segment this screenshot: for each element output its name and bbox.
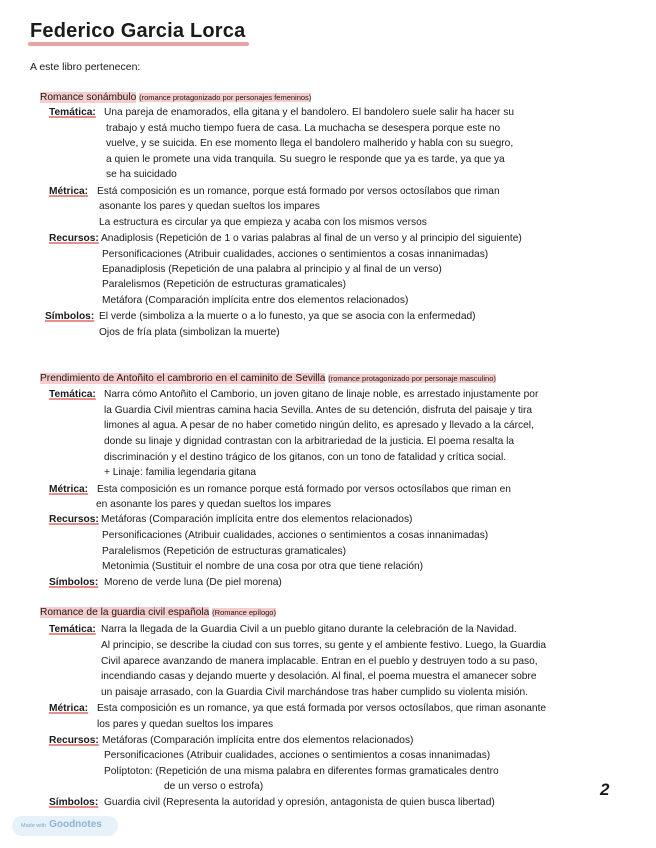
page-number: 2 <box>600 780 610 799</box>
text-line: discriminación y el destino trágico de los gitanos, con un tono de fatalidad y crítica social. <box>104 452 507 463</box>
label-simbolos: Símbolos: <box>49 577 99 588</box>
text-line: la Guardia Civil mientras camina hacia Sevilla. Antes de su detención, disfruta del paisaje y tira <box>104 405 533 416</box>
text-line: Paralelismos (Repetición de estructuras gramaticales) <box>102 279 347 290</box>
text-line: de un verso o estrofa) <box>164 781 264 792</box>
badge-made-with: Made with <box>21 823 47 829</box>
owner-line: A este libro pertenecen: <box>30 61 141 73</box>
text-line: Personificaciones (Atribuir cualidades, acciones o sentimientos a cosas innanimadas) <box>102 530 489 541</box>
label-tematica: Temática: <box>49 389 96 400</box>
label-simbolos: Símbolos: <box>45 311 95 322</box>
section-note: (romance protagonizado por personaje masculino) <box>328 374 496 383</box>
text-line: Ojos de fría plata (simbolizan la muerte) <box>99 327 280 338</box>
text-line: + Linaje: familia legendaria gitana <box>104 467 257 478</box>
text-line: Esta composición es un romance porque está formado por versos octosílabos que riman en <box>97 484 511 495</box>
text-line: Epanadiplosis (Repetición de una palabra al principio y al final de un verso) <box>102 264 442 275</box>
text-line: Moreno de verde luna (De piel morena) <box>104 577 282 588</box>
text-line: Políptoton: (Repetición de una misma palabra en diferentes formas gramaticales dentro <box>104 766 499 777</box>
section-title: Romance sonámbulo <box>40 92 137 103</box>
text-line: Anadiplosis (Repetición de 1 o varias palabras al final de un verso y al principio del siguiente) <box>101 233 522 244</box>
label-recursos: Recursos: <box>49 735 99 746</box>
badge-app-name: Goodnotes <box>49 819 102 830</box>
section-title: Prendimiento de Antoñito el cambrorio en el caminito de Sevilla <box>40 373 326 384</box>
text-line: Está composición es un romance, porque está formado por versos octosílabos que riman <box>97 186 500 197</box>
text-line: asonante los pares y quedan sueltos los impares <box>99 201 320 212</box>
section-heading <box>38 373 498 384</box>
label-recursos: Recursos: <box>49 233 99 244</box>
section-note: (romance protagonizado por personajes femeninos) <box>139 93 312 102</box>
label-tematica: Temática: <box>49 624 96 635</box>
text-line: Personificaciones (Atribuir cualidades, acciones o sentimientos a cosas innanimadas) <box>104 750 491 761</box>
label-simbolos: Símbolos: <box>49 797 99 808</box>
section-note: (Romance epílogo) <box>212 608 276 617</box>
text-line: un paisaje arrasado, con la Guardia Civil marchándose tras haber cumplido su violenta misión. <box>101 687 528 698</box>
text-line: Metáforas (Comparación implícita entre dos elementos relacionados) <box>102 735 414 746</box>
text-line: vuelve, y se suicida. En ese momento llega el bandolero malherido y habla con su suegro, <box>106 138 514 149</box>
label-metrica: Métrica: <box>49 484 89 495</box>
text-line: El verde (simboliza a la muerte o a lo funesto, ya que se asocia con la enfermedad) <box>99 311 476 322</box>
text-line: Guardia civil (Representa la autoridad y opresión, antagonista de quien busca libertad) <box>104 797 495 808</box>
section-title: Romance de la guardia civil española <box>40 607 210 618</box>
text-line: Metáfora (Comparación implícita entre dos elementos relacionados) <box>102 295 409 306</box>
text-line: La estructura es circular ya que empieza y acaba con los mismos versos <box>99 217 427 228</box>
text-line: Una pareja de enamorados, ella gitana y el bandolero. El bandolero suele salir ha hacer su <box>104 107 515 118</box>
text-line: Metonimia (Sustituir el nombre de una cosa por otra que tiene relación) <box>102 561 424 572</box>
text-line: incendiando casas y dejando muerte y desolación. Al final, el poema muestra el amanecer sobre <box>101 671 537 682</box>
section-heading <box>38 92 313 103</box>
text-line: en asonante los pares y quedan sueltos los impares <box>96 499 332 510</box>
label-tematica: Temática: <box>49 107 96 118</box>
label-metrica: Métrica: <box>49 703 89 714</box>
goodnotes-badge[interactable] <box>12 816 118 836</box>
text-line: trabajo y está mucho tiempo fuera de casa. La muchacha se desespera porque este no <box>106 123 501 134</box>
text-line: Al principio, se describe la ciudad con sus torres, su gente y el ambiente festivo. Luego, la Guardia <box>101 640 547 651</box>
text-line: Personificaciones (Atribuir cualidades, acciones o sentimientos a cosas innanimadas) <box>102 249 489 260</box>
text-line: limones al agua. A pesar de no haber cometido ningún delito, es apresado y llevado a la cárcel, <box>104 420 534 431</box>
text-line: Civil aparece avanzando de manera implacable. Entran en el pueblo y destruyen todo a su paso, <box>101 656 538 667</box>
label-metrica: Métrica: <box>49 186 89 197</box>
text-line: Paralelismos (Repetición de estructuras gramaticales) <box>102 546 347 557</box>
title-underline <box>28 42 249 46</box>
text-line: se ha suicidado <box>106 169 177 180</box>
text-line: Narra cómo Antoñito el Camborio, un joven gitano de linaje noble, es arrestado injustamente por <box>104 389 539 400</box>
text-line: donde su linaje y dignidad contrastan con la arbitrariedad de la justicia. El poema resalta la <box>104 436 515 447</box>
text-line: Narra la llegada de la Guardia Civil a un pueblo gitano durante la celebración de la Navidad. <box>101 624 517 635</box>
text-line: los pares y quedan sueltos los impares <box>97 719 274 730</box>
text-line: Metáforas (Comparación implícita entre dos elementos relacionados) <box>101 514 413 525</box>
text-line: Esta composición es un romance, ya que está formada por versos octosílabos, que riman asonante <box>97 703 547 714</box>
page-title: Federico Garcia Lorca <box>30 20 246 42</box>
section-heading <box>38 607 278 618</box>
text-line: a quien le promete una vida tranquila. Su suegro le responde que ya es tarde, ya que ya <box>106 154 505 165</box>
label-recursos: Recursos: <box>49 514 99 525</box>
